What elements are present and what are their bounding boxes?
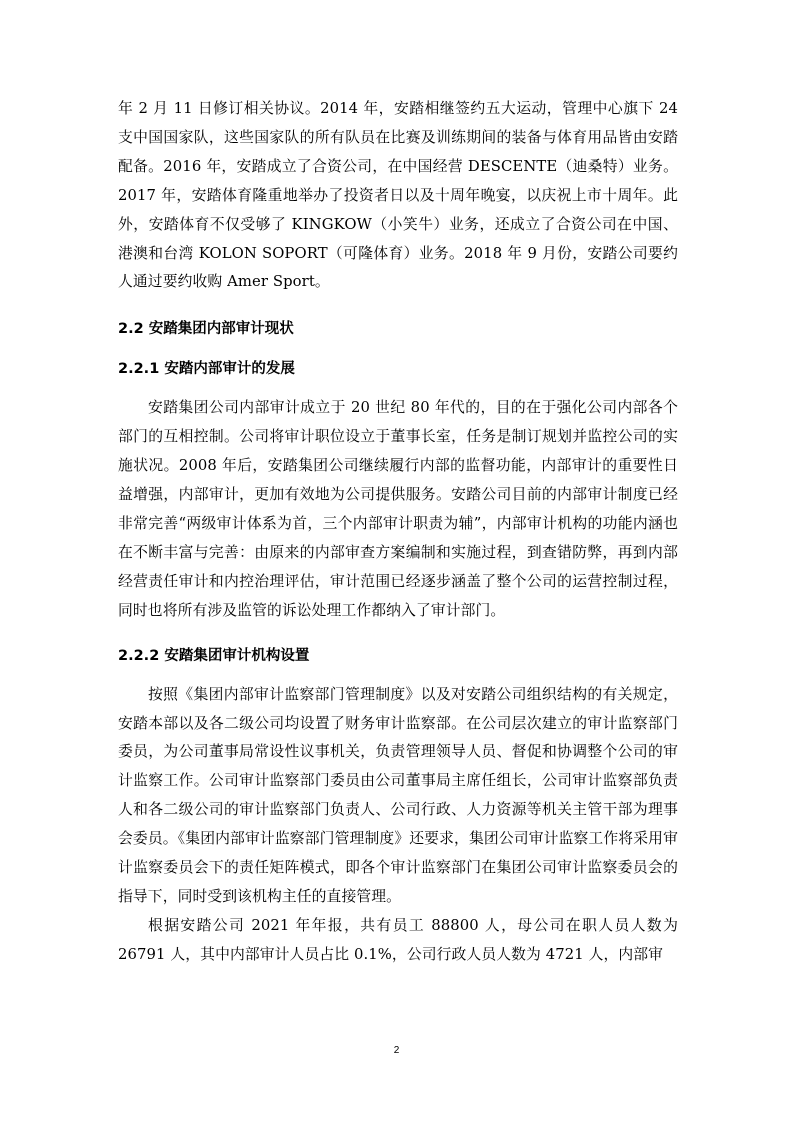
paragraph-annual-report: 根据安踏公司 2021 年年报，共有员工 88800 人，母公司在职人员人数为 26791 人，其中内部审计人员占比 0.1%，公司行政人员人数为 4721 人，内部审 xyxy=(118,916,678,963)
section-heading-2-2-2: 2.2.2 安踏集团审计机构设置 xyxy=(118,647,310,664)
page-number: 2 xyxy=(393,1045,400,1056)
document-body xyxy=(118,95,678,970)
paragraph-intro: 年 2 月 11 日修订相关协议。2014 年，安踏相继签约五大运动，管理中心旗下 24 支中国国家队，这些国家队的所有队员在比赛及训练期间的装备与体育用品皆由安踏配备。2016 年，安踏成立了合资公司，在中国经营 DESCENTE（迪桑特）业务。2017 年，安踏体育隆重地举办了投资者日以及十周年晚宴，以庆祝上市十周年。此外，安踏体育不仅受够了 KINGKOW（小笑牛）业务，还成立了合资公司在中国、港澳和台湾 KOLON SOPORT（可隆体育）业务。2018 年 9 月份，安踏公司要约人通过要约收购 Amer Sport。 xyxy=(118,100,678,291)
section-heading-2-2-1: 2.2.1 安踏内部审计的发展 xyxy=(118,361,295,378)
paragraph-audit-structure: 按照《集团内部审计监察部门管理制度》以及对安踏公司组织结构的有关规定，安踏本部以及各二级公司均设置了财务审计监察部。在公司层次建立的审计监察部门委员，为公司董事局常设性议事机关，负责管理领导人员、督促和协调整个公司的审计监察工作。公司审计监察部门委员由公司董事局主席任组长，公司审计监察部负责人和各二级公司的审计监察部门负责人、公司行政、人力资源等机关主管干部为理事会委员。《集团内部审计监察部门管理制度》还要求，集团公司审计监察工作将采用审计监察委员会下的责任矩阵模式，即各个审计监察部门在集团公司审计监察委员会的指导下，同时受到该机构主任的直接管理。 xyxy=(118,685,678,905)
paragraph-audit-development: 安踏集团公司内部审计成立于 20 世纪 80 年代的，目的在于强化公司内部各个部门的互相控制。公司将审计职位设立于董事长室，任务是制订规划并监控公司的实施状况。2008 年后，安踏集团公司继续履行内部的监督功能，内部审计的重要性日益增强，内部审计，更加有效地为公司提供服务。安踏公司目前的内部审计制度已经非常完善“两级审计体系为首，三个内部审计职责为辅”，内部审计机构的功能内涵也在不断丰富与完善：由原来的内部审查方案编制和实施过程，到查错防弊，再到内部经营责任审计和内控治理评估，审计范围已经逐步涵盖了整个公司的运营控制过程，同时也将所有涉及监管的诉讼处理工作都纳入了审计部门。 xyxy=(118,399,678,619)
section-heading-2-2: 2.2 安踏集团内部审计现状 xyxy=(118,321,294,338)
